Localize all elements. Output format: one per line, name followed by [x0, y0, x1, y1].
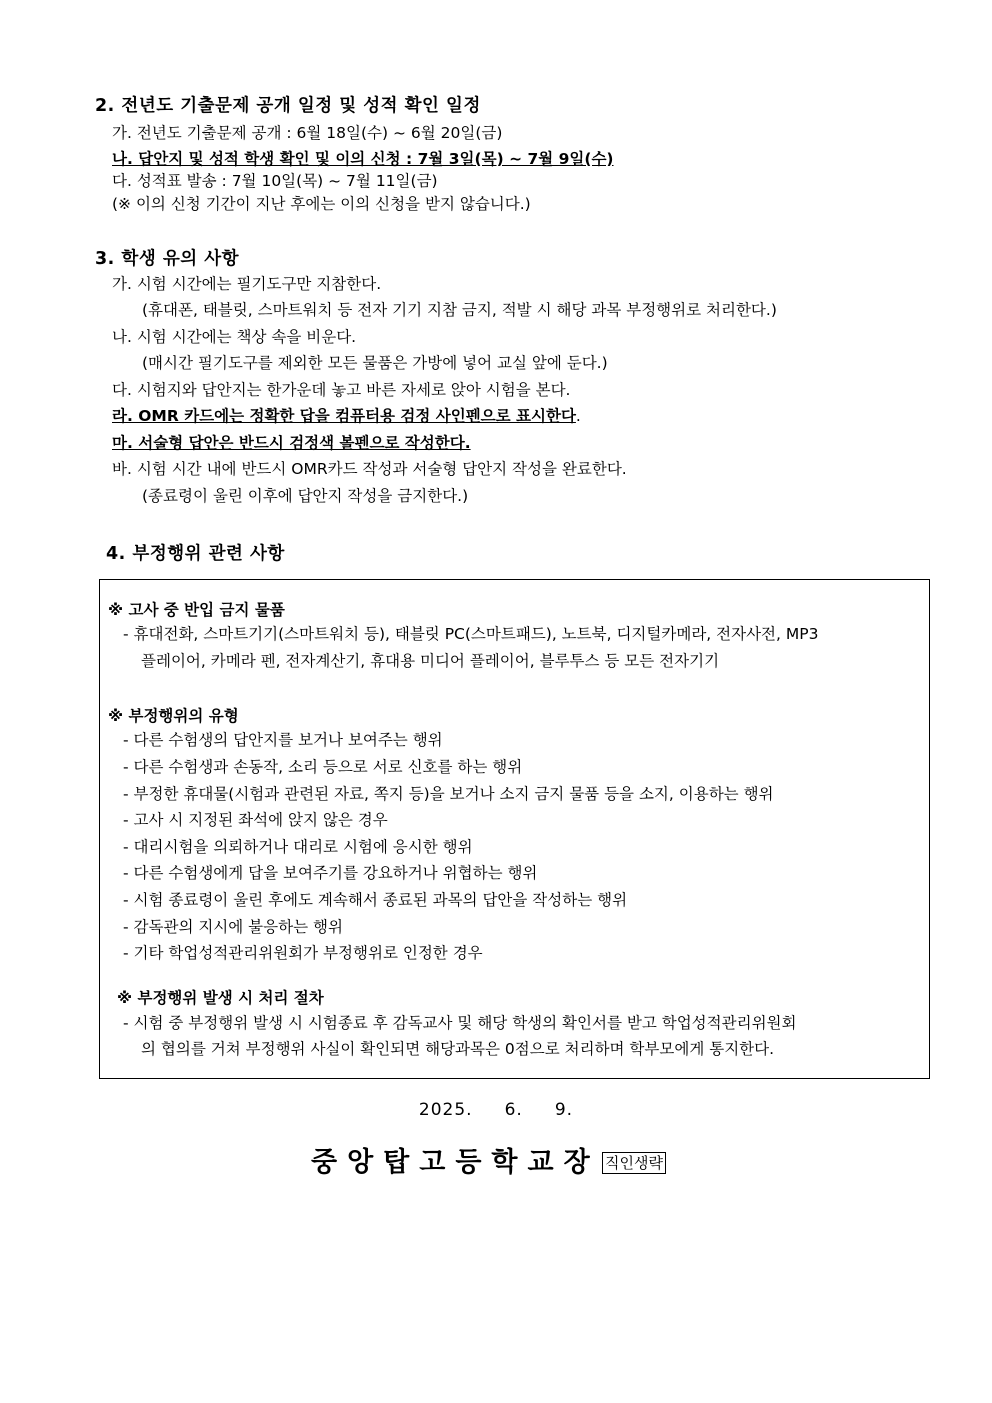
cheating-info-box	[99, 579, 930, 1079]
section-3-item-ra-period: .	[575, 407, 581, 425]
section-3-item-na: 나. 시험 시간에는 책상 속을 비운다.	[112, 328, 357, 346]
cheating-types-title: ※ 부정행위의 유형	[108, 707, 239, 725]
procedure-title: ※ 부정행위 발생 시 처리 절차	[117, 989, 324, 1007]
banned-items-title: ※ 고사 중 반입 금지 물품	[108, 601, 285, 619]
section-3-item-ra-underlined: 라. OMR 카드에는 정확한 답을 컴퓨터용 검정 사인펜으로 표시한다	[112, 407, 576, 425]
cheating-type-6: - 다른 수험생에게 답을 보여주기를 강요하거나 위협하는 행위	[123, 864, 538, 882]
procedure-line-2: 의 협의를 거쳐 부정행위 사실이 확인되면 해당과목은 0점으로 처리하며 학부모에게 통지한다.	[141, 1040, 775, 1058]
banned-items-line-2: 플레이어, 카메라 펜, 전자계산기, 휴대용 미디어 플레이어, 블루투스 등 모든 전자기기	[141, 652, 720, 670]
cheating-type-9: - 기타 학업성적관리위원회가 부정행위로 인정한 경우	[123, 944, 483, 962]
banned-items-line-1: - 휴대전화, 스마트기기(스마트워치 등), 태블릿 PC(스마트패드), 노트북, 디지털카메라, 전자사전, MP3	[123, 625, 819, 643]
section-2-note: (※ 이의 신청 기간이 지난 후에는 이의 신청을 받지 않습니다.)	[112, 195, 531, 213]
section-3-item-ga-note: (휴대폰, 태블릿, 스마트워치 등 전자 기기 지참 금지, 적발 시 해당 과목 부정행위로 처리한다.)	[142, 301, 777, 319]
seal-omitted-stamp: 직인생략	[602, 1152, 666, 1174]
cheating-type-2: - 다른 수험생과 손동작, 소리 등으로 서로 신호를 하는 행위	[123, 758, 523, 776]
section-3-item-ma: 마. 서술형 답안은 반드시 검정색 볼펜으로 작성한다.	[112, 434, 471, 452]
section-3-item-ra	[112, 405, 581, 427]
section-2-item-da: 다. 성적표 발송 : 7월 10일(목) ~ 7월 11일(금)	[112, 172, 438, 190]
cheating-type-5: - 대리시험을 의뢰하거나 대리로 시험에 응시한 행위	[123, 838, 473, 856]
cheating-type-4: - 고사 시 지정된 좌석에 앉지 않은 경우	[123, 811, 388, 829]
section-3-item-ba: 바. 시험 시간 내에 반드시 OMR카드 작성과 서술형 답안지 작성을 완료한다.	[112, 460, 627, 478]
cheating-type-8: - 감독관의 지시에 불응하는 행위	[123, 918, 343, 936]
cheating-type-3: - 부정한 휴대물(시험과 관련된 자료, 쪽지 등)을 보거나 소지 금지 물품 등을 소지, 이용하는 행위	[123, 785, 774, 803]
section-3-item-da: 다. 시험지와 답안지는 한가운데 놓고 바른 자세로 앉아 시험을 본다.	[112, 381, 571, 399]
section-2-item-na: 나. 답안지 및 성적 학생 확인 및 이의 신청 : 7월 3일(목) ~ 7월 9일(수)	[112, 150, 614, 168]
section-3-heading: 3. 학생 유의 사항	[95, 249, 240, 269]
document-date: 2025. 6. 9.	[418, 1100, 574, 1120]
section-2-item-ga: 가. 전년도 기출문제 공개 : 6월 18일(수) ~ 6월 20일(금)	[112, 124, 503, 142]
section-3-item-ga: 가. 시험 시간에는 필기도구만 지참한다.	[112, 275, 382, 293]
section-3-item-na-note: (매시간 필기도구를 제외한 모든 물품은 가방에 넣어 교실 앞에 둔다.)	[142, 354, 608, 372]
section-3-item-ba-note: (종료령이 울린 이후에 답안지 작성을 금지한다.)	[142, 487, 469, 505]
cheating-type-7: - 시험 종료령이 울린 후에도 계속해서 종료된 과목의 답안을 작성하는 행위	[123, 891, 628, 909]
cheating-type-1: - 다른 수험생의 답안지를 보거나 보여주는 행위	[123, 731, 443, 749]
principal-signature: 중앙탑고등학교장	[311, 1147, 600, 1178]
procedure-line-1: - 시험 중 부정행위 발생 시 시험종료 후 감독교사 및 해당 학생의 확인서를 받고 학업성적관리위원회	[123, 1014, 797, 1032]
section-2-heading: 2. 전년도 기출문제 공개 일정 및 성적 확인 일정	[95, 96, 481, 116]
section-4-heading: 4. 부정행위 관련 사항	[106, 544, 285, 564]
